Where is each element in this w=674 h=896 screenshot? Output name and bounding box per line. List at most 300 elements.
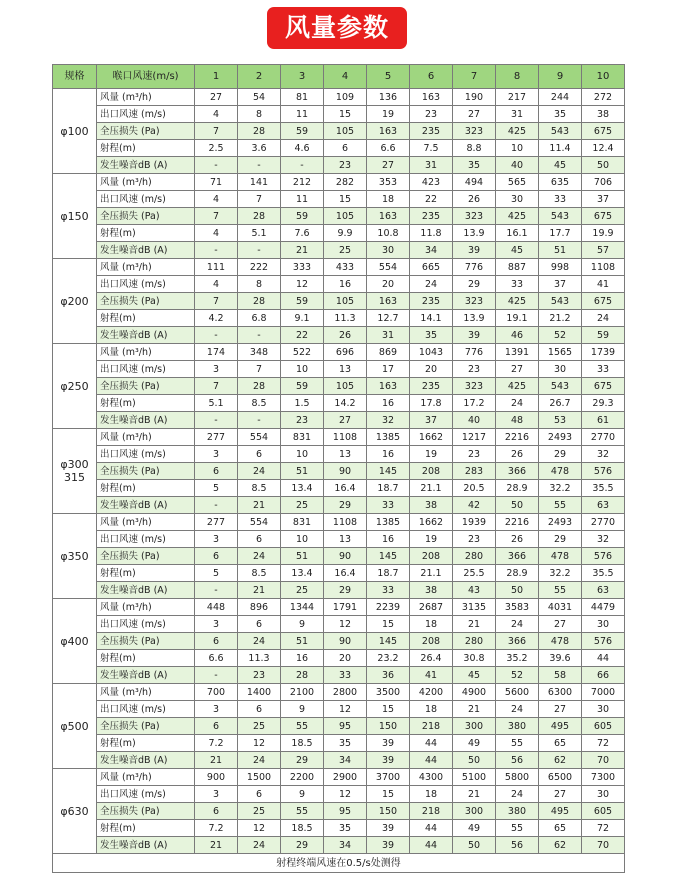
size-cell: φ300 315: [53, 429, 97, 514]
value-cell: 4: [195, 106, 238, 123]
parameter-label: 风量 (m³/h): [97, 684, 195, 701]
value-cell: 323: [453, 293, 496, 310]
value-cell: 45: [496, 242, 539, 259]
value-cell: 4479: [582, 599, 625, 616]
parameter-label: 发生噪音dB (A): [97, 497, 195, 514]
value-cell: 23: [281, 412, 324, 429]
value-cell: 13.9: [453, 225, 496, 242]
value-cell: 896: [238, 599, 281, 616]
value-cell: 235: [410, 293, 453, 310]
value-cell: 10.8: [367, 225, 410, 242]
value-cell: 277: [195, 429, 238, 446]
value-cell: 62: [539, 752, 582, 769]
value-cell: 2900: [324, 769, 367, 786]
table-row: [53, 259, 625, 276]
parameter-label: 全压损失 (Pa): [97, 718, 195, 735]
table-row: [53, 820, 625, 837]
parameter-label: 风量 (m³/h): [97, 174, 195, 191]
footer-row: [53, 854, 625, 873]
value-cell: 38: [582, 106, 625, 123]
value-cell: 23: [453, 361, 496, 378]
value-cell: 24: [496, 786, 539, 803]
value-cell: 33: [539, 191, 582, 208]
value-cell: 12: [324, 701, 367, 718]
value-cell: 24: [496, 395, 539, 412]
value-cell: 33: [496, 276, 539, 293]
value-cell: 2770: [582, 429, 625, 446]
value-cell: 494: [453, 174, 496, 191]
value-cell: 5100: [453, 769, 496, 786]
value-cell: 1108: [582, 259, 625, 276]
parameter-label: 发生噪音dB (A): [97, 157, 195, 174]
value-cell: 17: [367, 361, 410, 378]
value-cell: 675: [582, 378, 625, 395]
parameter-label: 射程(m): [97, 650, 195, 667]
value-cell: 208: [410, 463, 453, 480]
title-banner: [0, 7, 674, 51]
table-row: [53, 327, 625, 344]
speed-col-header: 2: [238, 65, 281, 89]
value-cell: 12.4: [582, 140, 625, 157]
value-cell: 3583: [496, 599, 539, 616]
value-cell: 2770: [582, 514, 625, 531]
value-cell: 12: [324, 616, 367, 633]
table-row: [53, 565, 625, 582]
value-cell: 30: [367, 242, 410, 259]
value-cell: 72: [582, 735, 625, 752]
parameter-label: 出口风速 (m/s): [97, 191, 195, 208]
value-cell: 208: [410, 548, 453, 565]
value-cell: 7.2: [195, 735, 238, 752]
table-row: [53, 497, 625, 514]
parameter-label: 出口风速 (m/s): [97, 531, 195, 548]
value-cell: 53: [539, 412, 582, 429]
value-cell: 2216: [496, 514, 539, 531]
value-cell: 543: [539, 293, 582, 310]
value-cell: 30: [582, 701, 625, 718]
value-cell: -: [195, 412, 238, 429]
value-cell: 8.5: [238, 395, 281, 412]
value-cell: -: [238, 157, 281, 174]
value-cell: 7: [195, 293, 238, 310]
value-cell: 19: [410, 531, 453, 548]
value-cell: 141: [238, 174, 281, 191]
value-cell: 48: [496, 412, 539, 429]
value-cell: 23: [238, 667, 281, 684]
value-cell: 44: [582, 650, 625, 667]
value-cell: 244: [539, 89, 582, 106]
value-cell: 3: [195, 446, 238, 463]
value-cell: 35.5: [582, 565, 625, 582]
value-cell: 81: [281, 89, 324, 106]
value-cell: 423: [410, 174, 453, 191]
value-cell: 27: [324, 412, 367, 429]
value-cell: 17.8: [410, 395, 453, 412]
parameter-label: 出口风速 (m/s): [97, 446, 195, 463]
value-cell: 7.6: [281, 225, 324, 242]
value-cell: 35.2: [496, 650, 539, 667]
value-cell: 478: [539, 463, 582, 480]
value-cell: 16: [367, 395, 410, 412]
value-cell: 105: [324, 123, 367, 140]
value-cell: 1739: [582, 344, 625, 361]
table-row: [53, 89, 625, 106]
value-cell: -: [195, 242, 238, 259]
value-cell: 10: [496, 140, 539, 157]
value-cell: 1400: [238, 684, 281, 701]
value-cell: 706: [582, 174, 625, 191]
value-cell: 18: [367, 191, 410, 208]
value-cell: 12: [238, 820, 281, 837]
value-cell: 2687: [410, 599, 453, 616]
value-cell: 1385: [367, 429, 410, 446]
value-cell: 543: [539, 378, 582, 395]
value-cell: 50: [453, 752, 496, 769]
value-cell: 8.5: [238, 480, 281, 497]
value-cell: 16.4: [324, 565, 367, 582]
value-cell: 1043: [410, 344, 453, 361]
size-cell: φ150: [53, 174, 97, 259]
value-cell: 2216: [496, 429, 539, 446]
value-cell: 51: [281, 548, 324, 565]
value-cell: 35: [324, 735, 367, 752]
value-cell: 18: [410, 786, 453, 803]
value-cell: 478: [539, 548, 582, 565]
value-cell: 29: [539, 446, 582, 463]
value-cell: 71: [195, 174, 238, 191]
value-cell: 22: [410, 191, 453, 208]
value-cell: 218: [410, 718, 453, 735]
value-cell: 353: [367, 174, 410, 191]
value-cell: 18: [410, 616, 453, 633]
value-cell: 40: [496, 157, 539, 174]
value-cell: 36: [367, 667, 410, 684]
spec-header: 规格: [53, 65, 97, 89]
value-cell: 300: [453, 718, 496, 735]
value-cell: 28.9: [496, 480, 539, 497]
table-row: [53, 361, 625, 378]
value-cell: 425: [496, 208, 539, 225]
table-row: [53, 633, 625, 650]
table-row: [53, 208, 625, 225]
value-cell: 554: [238, 429, 281, 446]
value-cell: 26: [496, 446, 539, 463]
value-cell: 5800: [496, 769, 539, 786]
value-cell: 5.1: [195, 395, 238, 412]
value-cell: 136: [367, 89, 410, 106]
value-cell: 27: [539, 786, 582, 803]
parameter-label: 风量 (m³/h): [97, 344, 195, 361]
parameter-label: 风量 (m³/h): [97, 429, 195, 446]
table-row: [53, 395, 625, 412]
value-cell: 7: [195, 123, 238, 140]
parameter-label: 发生噪音dB (A): [97, 327, 195, 344]
parameter-label: 全压损失 (Pa): [97, 123, 195, 140]
table-row: [53, 701, 625, 718]
table-row: [53, 429, 625, 446]
table-row: [53, 293, 625, 310]
value-cell: 24: [238, 752, 281, 769]
value-cell: 1939: [453, 514, 496, 531]
value-cell: 70: [582, 837, 625, 854]
table-row: [53, 752, 625, 769]
table-row: [53, 735, 625, 752]
value-cell: 32.2: [539, 565, 582, 582]
value-cell: 433: [324, 259, 367, 276]
value-cell: 13.4: [281, 480, 324, 497]
value-cell: 55: [281, 803, 324, 820]
value-cell: 59: [281, 123, 324, 140]
value-cell: 90: [324, 633, 367, 650]
value-cell: 16.4: [324, 480, 367, 497]
table-row: [53, 242, 625, 259]
value-cell: 27: [195, 89, 238, 106]
value-cell: 163: [367, 293, 410, 310]
value-cell: 24: [496, 701, 539, 718]
value-cell: 39: [367, 752, 410, 769]
value-cell: 776: [453, 259, 496, 276]
value-cell: 59: [281, 293, 324, 310]
value-cell: 425: [496, 378, 539, 395]
value-cell: 998: [539, 259, 582, 276]
value-cell: 3135: [453, 599, 496, 616]
table-row: [53, 837, 625, 854]
size-cell: φ350: [53, 514, 97, 599]
size-cell: φ200: [53, 259, 97, 344]
value-cell: 495: [539, 718, 582, 735]
value-cell: 109: [324, 89, 367, 106]
value-cell: 31: [367, 327, 410, 344]
value-cell: 1108: [324, 514, 367, 531]
value-cell: 6: [195, 548, 238, 565]
value-cell: 20: [367, 276, 410, 293]
value-cell: 3: [195, 531, 238, 548]
value-cell: 163: [367, 123, 410, 140]
table-row: [53, 225, 625, 242]
value-cell: 1108: [324, 429, 367, 446]
value-cell: 45: [539, 157, 582, 174]
parameter-label: 出口风速 (m/s): [97, 701, 195, 718]
value-cell: 40: [453, 412, 496, 429]
value-cell: 11: [281, 106, 324, 123]
value-cell: 11.3: [324, 310, 367, 327]
value-cell: 24: [238, 548, 281, 565]
value-cell: 22: [281, 327, 324, 344]
value-cell: 218: [410, 803, 453, 820]
value-cell: 15: [324, 106, 367, 123]
value-cell: 15: [367, 616, 410, 633]
parameter-label: 全压损失 (Pa): [97, 293, 195, 310]
table-row: [53, 548, 625, 565]
value-cell: 6: [195, 633, 238, 650]
value-cell: 21: [238, 582, 281, 599]
value-cell: 2239: [367, 599, 410, 616]
value-cell: 576: [582, 548, 625, 565]
value-cell: 605: [582, 803, 625, 820]
table-row: [53, 531, 625, 548]
value-cell: 2493: [539, 514, 582, 531]
value-cell: 35: [410, 327, 453, 344]
value-cell: 24: [238, 463, 281, 480]
value-cell: 35.5: [582, 480, 625, 497]
value-cell: 18.5: [281, 820, 324, 837]
value-cell: 2493: [539, 429, 582, 446]
table-row: [53, 276, 625, 293]
value-cell: 13.9: [453, 310, 496, 327]
value-cell: 32: [582, 531, 625, 548]
value-cell: 6: [324, 140, 367, 157]
value-cell: 11.3: [238, 650, 281, 667]
value-cell: 29: [281, 752, 324, 769]
value-cell: 1217: [453, 429, 496, 446]
value-cell: 900: [195, 769, 238, 786]
value-cell: 72: [582, 820, 625, 837]
value-cell: 44: [410, 837, 453, 854]
value-cell: 565: [496, 174, 539, 191]
value-cell: 59: [281, 208, 324, 225]
value-cell: 35: [453, 157, 496, 174]
value-cell: 55: [496, 735, 539, 752]
value-cell: 57: [582, 242, 625, 259]
value-cell: 44: [410, 752, 453, 769]
value-cell: 19.9: [582, 225, 625, 242]
value-cell: 675: [582, 293, 625, 310]
value-cell: 24: [238, 633, 281, 650]
speed-header: 喉口风速(m/s): [97, 65, 195, 89]
value-cell: 49: [453, 820, 496, 837]
table-row: [53, 412, 625, 429]
value-cell: 95: [324, 803, 367, 820]
value-cell: 7: [238, 361, 281, 378]
parameter-label: 全压损失 (Pa): [97, 548, 195, 565]
table-row: [53, 174, 625, 191]
value-cell: 9: [281, 616, 324, 633]
value-cell: 21.1: [410, 565, 453, 582]
parameter-label: 发生噪音dB (A): [97, 667, 195, 684]
value-cell: 30: [582, 616, 625, 633]
value-cell: 26: [324, 327, 367, 344]
value-cell: 776: [453, 344, 496, 361]
value-cell: 21: [281, 242, 324, 259]
value-cell: 543: [539, 123, 582, 140]
value-cell: 5: [195, 480, 238, 497]
value-cell: 6300: [539, 684, 582, 701]
value-cell: 63: [582, 582, 625, 599]
value-cell: 33: [367, 497, 410, 514]
value-cell: 29: [453, 276, 496, 293]
value-cell: 27: [453, 106, 496, 123]
value-cell: 30: [539, 361, 582, 378]
speed-col-header: 6: [410, 65, 453, 89]
value-cell: 10: [281, 361, 324, 378]
value-cell: 46: [496, 327, 539, 344]
value-cell: 554: [367, 259, 410, 276]
value-cell: 7: [238, 191, 281, 208]
value-cell: 4031: [539, 599, 582, 616]
value-cell: 90: [324, 548, 367, 565]
value-cell: 5600: [496, 684, 539, 701]
value-cell: 28: [281, 667, 324, 684]
value-cell: 235: [410, 123, 453, 140]
parameter-label: 出口风速 (m/s): [97, 616, 195, 633]
value-cell: 3: [195, 701, 238, 718]
value-cell: 16: [367, 531, 410, 548]
speed-col-header: 1: [195, 65, 238, 89]
table-row: [53, 786, 625, 803]
parameter-label: 射程(m): [97, 310, 195, 327]
parameter-label: 射程(m): [97, 225, 195, 242]
value-cell: 6: [238, 531, 281, 548]
parameter-label: 风量 (m³/h): [97, 599, 195, 616]
value-cell: 39: [453, 242, 496, 259]
value-cell: 24: [238, 837, 281, 854]
value-cell: 65: [539, 820, 582, 837]
table-row: [53, 582, 625, 599]
value-cell: 3.6: [238, 140, 281, 157]
value-cell: 272: [582, 89, 625, 106]
value-cell: 59: [281, 378, 324, 395]
value-cell: 6: [195, 718, 238, 735]
value-cell: 51: [281, 463, 324, 480]
value-cell: 576: [582, 463, 625, 480]
value-cell: 9.1: [281, 310, 324, 327]
value-cell: 348: [238, 344, 281, 361]
value-cell: 111: [195, 259, 238, 276]
value-cell: 41: [582, 276, 625, 293]
value-cell: 50: [496, 582, 539, 599]
value-cell: 27: [539, 701, 582, 718]
value-cell: 59: [582, 327, 625, 344]
value-cell: 95: [324, 718, 367, 735]
value-cell: 26: [453, 191, 496, 208]
value-cell: 478: [539, 633, 582, 650]
value-cell: 495: [539, 803, 582, 820]
size-cell: φ500: [53, 684, 97, 769]
value-cell: 24: [410, 276, 453, 293]
value-cell: 38: [410, 582, 453, 599]
value-cell: 425: [496, 123, 539, 140]
parameter-label: 风量 (m³/h): [97, 514, 195, 531]
value-cell: 55: [539, 497, 582, 514]
value-cell: 5: [195, 565, 238, 582]
value-cell: 1391: [496, 344, 539, 361]
value-cell: 44: [410, 820, 453, 837]
value-cell: 29: [324, 497, 367, 514]
value-cell: 56: [496, 837, 539, 854]
value-cell: 605: [582, 718, 625, 735]
value-cell: 366: [496, 548, 539, 565]
value-cell: -: [238, 242, 281, 259]
size-cell: φ250: [53, 344, 97, 429]
value-cell: 55: [539, 582, 582, 599]
value-cell: 33: [324, 667, 367, 684]
value-cell: 54: [238, 89, 281, 106]
value-cell: 37: [539, 276, 582, 293]
value-cell: 380: [496, 803, 539, 820]
parameter-label: 发生噪音dB (A): [97, 242, 195, 259]
value-cell: 21: [453, 616, 496, 633]
value-cell: 20: [324, 650, 367, 667]
value-cell: 150: [367, 718, 410, 735]
value-cell: 34: [324, 752, 367, 769]
value-cell: 163: [367, 378, 410, 395]
parameter-label: 风量 (m³/h): [97, 89, 195, 106]
value-cell: 70: [582, 752, 625, 769]
value-cell: 3500: [367, 684, 410, 701]
value-cell: 1662: [410, 514, 453, 531]
value-cell: 14.2: [324, 395, 367, 412]
value-cell: 1662: [410, 429, 453, 446]
